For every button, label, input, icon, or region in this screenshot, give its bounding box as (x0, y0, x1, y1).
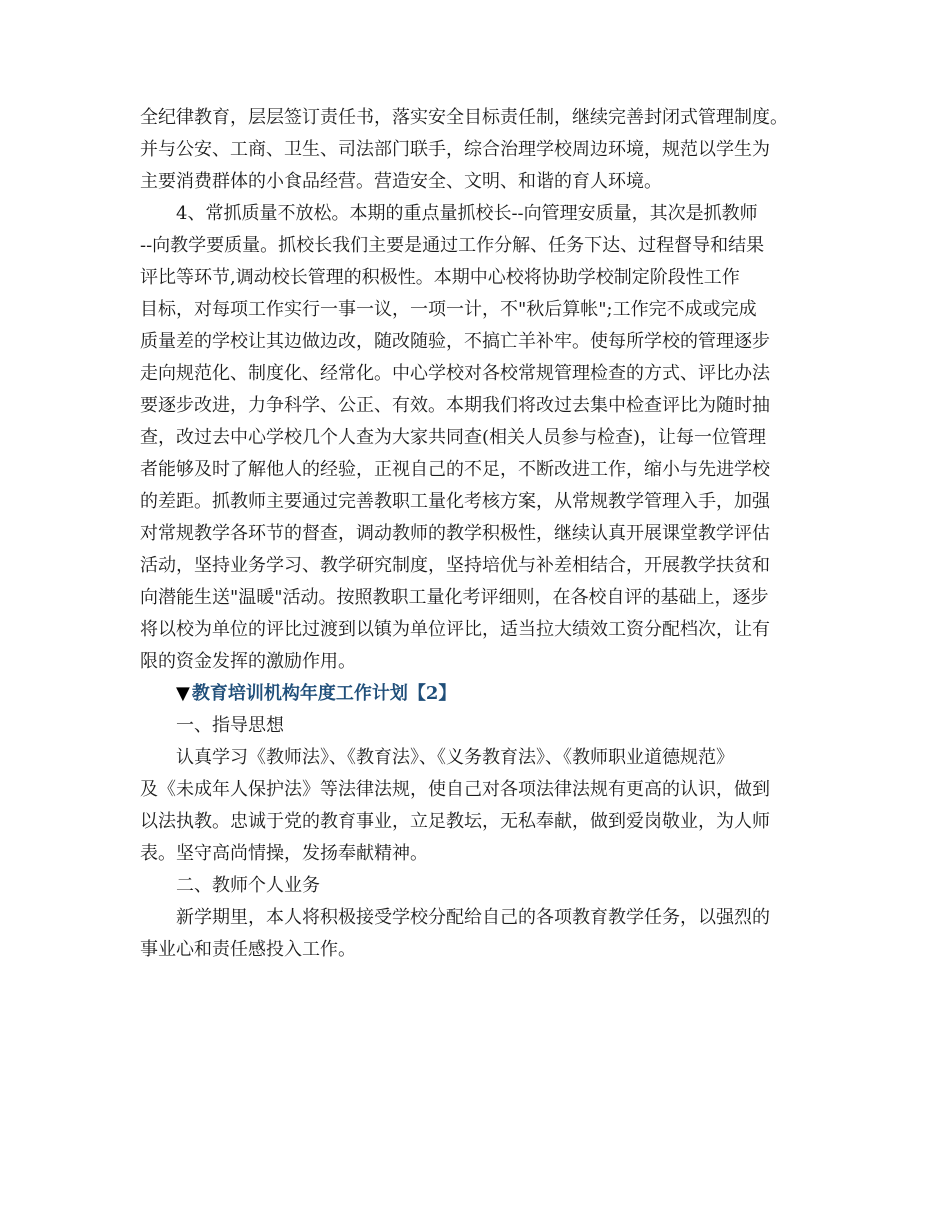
text-line: --向教学要质量。抓校长我们主要是通过工作分解、任务下达、过程督导和结果 (140, 235, 765, 256)
text-line: 以法执教。忠诚于党的教育事业，立足教坛，无私奉献，做到爱岗敬业，为人师 (140, 811, 770, 832)
text-line: 新学期里，本人将积极接受学校分配给自己的各项教育教学任务，以强烈的 (176, 907, 770, 928)
text-line: 主要消费群体的小食品经营。营造安全、文明、和谐的育人环境。 (140, 171, 662, 192)
text-line: 向潜能生送"温暖"活动。按照教职工量化考评细则，在各校自评的基础上，逐步 (140, 587, 769, 608)
section-heading-line (140, 678, 800, 710)
section-heading-text: 教育培训机构年度工作计划【2】 (191, 683, 457, 704)
paragraph (140, 198, 800, 678)
text-line: 者能够及时了解他人的经验，正视自己的不足，不断改进工作，缩小与先进学校 (140, 459, 770, 480)
text-line: 活动，坚持业务学习、教学研究制度，坚持培优与补差相结合，开展教学扶贫和 (140, 555, 770, 576)
text-line: 走向规范化、制度化、经常化。中心学校对各校常规管理检查的方式、评比办法 (140, 363, 770, 384)
section-heading (140, 678, 800, 710)
text-line: 认真学习《教师法》、《教育法》、《义务教育法》、《教师职业道德规范》 (176, 747, 734, 768)
text-line: 并与公安、工商、卫生、司法部门联手，综合治理学校周边环境，规范以学生为 (140, 139, 770, 160)
paragraph (140, 102, 800, 198)
text-line: 将以校为单位的评比过渡到以镇为单位评比，适当拉大绩效工资分配档次，让有 (140, 619, 770, 640)
paragraph (140, 902, 800, 966)
paragraph (140, 742, 800, 870)
text-line: 及《未成年人保护法》等法律法规，使自己对各项法律法规有更高的认识，做到 (140, 779, 770, 800)
text-line: 评比等环节,调动校长管理的积极性。本期中心校将协助学校制定阶段性工作 (140, 267, 740, 288)
triangle-down-icon: ▼ (176, 683, 190, 704)
paragraph (140, 870, 800, 902)
document-body (140, 102, 800, 966)
text-line: 对常规教学各环节的督查，调动教师的教学积极性，继续认真开展课堂教学评估 (140, 523, 770, 544)
text-line: 目标，对每项工作实行一事一议，一项一计，不"秋后算帐";工作完不成或完成 (140, 299, 757, 320)
text-line: 质量差的学校让其边做边改，随改随验，不搞亡羊补牢。使每所学校的管理逐步 (140, 331, 770, 352)
text-line: 要逐步改进，力争科学、公正、有效。本期我们将改过去集中检查评比为随时抽 (140, 395, 770, 416)
text-line: 二、教师个人业务 (176, 875, 320, 896)
paragraph (140, 710, 800, 742)
text-line: 4、常抓质量不放松。本期的重点量抓校长--向管理安质量，其次是抓教师 (176, 203, 758, 224)
text-line: 全纪律教育，层层签订责任书，落实安全目标责任制，继续完善封闭式管理制度。 (140, 107, 788, 128)
text-line: 限的资金发挥的激励作用。 (140, 651, 356, 672)
text-line: 查，改过去中心学校几个人查为大家共同查(相关人员参与检查)，让每一位管理 (140, 427, 767, 448)
text-line: 一、指导思想 (176, 715, 284, 736)
text-line: 事业心和责任感投入工作。 (140, 939, 356, 960)
text-line: 的差距。抓教师主要通过完善教职工量化考核方案，从常规教学管理入手，加强 (140, 491, 770, 512)
text-line: 表。坚守高尚情操，发扬奉献精神。 (140, 843, 428, 864)
